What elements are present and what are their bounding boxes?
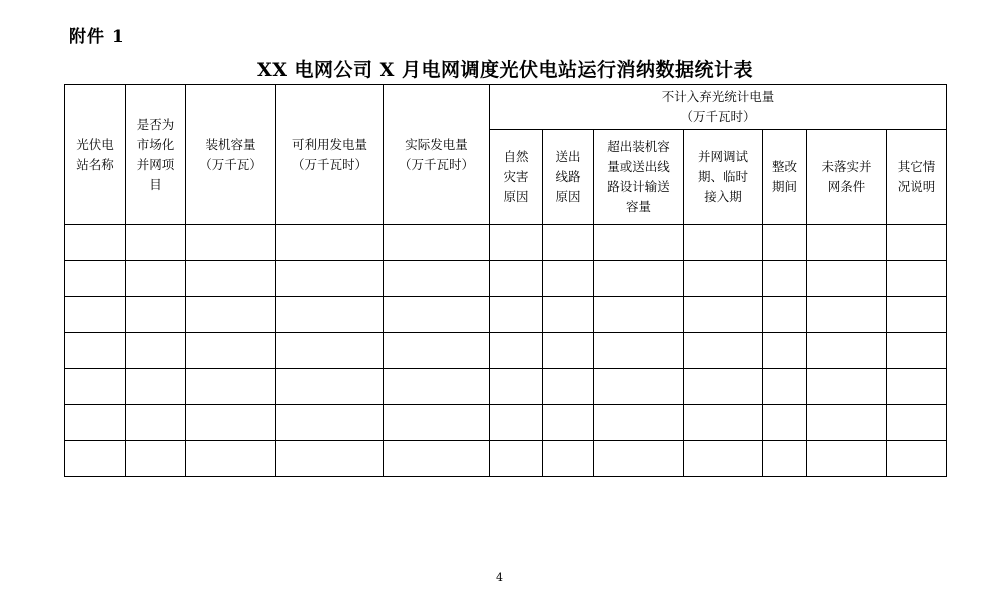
table-body [65, 225, 947, 477]
table-row [65, 333, 947, 369]
table-cell[interactable] [276, 405, 384, 441]
table-cell[interactable] [126, 297, 186, 333]
table-cell[interactable] [490, 297, 543, 333]
table-cell[interactable] [65, 405, 126, 441]
table-cell[interactable] [763, 369, 807, 405]
table-cell[interactable] [65, 441, 126, 477]
table-cell[interactable] [384, 441, 490, 477]
table-cell[interactable] [276, 369, 384, 405]
table-cell[interactable] [684, 441, 763, 477]
table-cell[interactable] [65, 297, 126, 333]
table-cell[interactable] [763, 297, 807, 333]
table-cell[interactable] [807, 225, 887, 261]
page-title: XX 电网公司 X 月电网调度光伏电站运行消纳数据统计表 [256, 59, 754, 81]
table-cell[interactable] [65, 261, 126, 297]
table-cell[interactable] [763, 225, 807, 261]
table-row [65, 297, 947, 333]
table-cell[interactable] [276, 297, 384, 333]
sub-header-grid-debugging: 并网调试 期、临时 接入期 [684, 130, 763, 225]
table-cell[interactable] [684, 261, 763, 297]
page-number: 4 [496, 571, 503, 584]
table-cell[interactable] [543, 297, 594, 333]
table-cell[interactable] [594, 261, 684, 297]
table-cell[interactable] [807, 333, 887, 369]
table-cell[interactable] [594, 225, 684, 261]
table-cell[interactable] [384, 369, 490, 405]
table-cell[interactable] [384, 333, 490, 369]
sub-header-exceed-capacity: 超出装机容 量或送出线 路设计输送 容量 [594, 130, 684, 225]
table-cell[interactable] [763, 261, 807, 297]
table-row [65, 261, 947, 297]
table-cell[interactable] [186, 261, 276, 297]
table-cell[interactable] [126, 225, 186, 261]
table-cell[interactable] [684, 297, 763, 333]
table-cell[interactable] [276, 333, 384, 369]
table-cell[interactable] [807, 297, 887, 333]
table-cell[interactable] [65, 225, 126, 261]
table-cell[interactable] [186, 333, 276, 369]
table-cell[interactable] [490, 225, 543, 261]
column-header-station-name: 光伏电 站名称 [65, 85, 126, 225]
table-cell[interactable] [490, 441, 543, 477]
sub-header-transmission-line: 送出 线路 原因 [543, 130, 594, 225]
table-cell[interactable] [490, 261, 543, 297]
table-cell[interactable] [807, 405, 887, 441]
table-cell[interactable] [887, 441, 947, 477]
table-cell[interactable] [763, 441, 807, 477]
sub-header-natural-disaster: 自然 灾害 原因 [490, 130, 543, 225]
table-cell[interactable] [186, 297, 276, 333]
table-cell[interactable] [543, 441, 594, 477]
table-cell[interactable] [887, 225, 947, 261]
table-cell[interactable] [384, 261, 490, 297]
table-cell[interactable] [490, 405, 543, 441]
table-cell[interactable] [763, 405, 807, 441]
table-cell[interactable] [887, 369, 947, 405]
group-header-excluded-curtailment: 不计入弃光统计电量 （万千瓦时） [490, 85, 947, 130]
header-row-main [65, 85, 947, 130]
table-cell[interactable] [807, 369, 887, 405]
table-cell[interactable] [887, 297, 947, 333]
table-cell[interactable] [65, 369, 126, 405]
table-cell[interactable] [594, 297, 684, 333]
column-header-installed-capacity: 装机容量 （万千瓦） [186, 85, 276, 225]
sub-header-rectification: 整改 期间 [763, 130, 807, 225]
table-cell[interactable] [384, 297, 490, 333]
table-cell[interactable] [887, 405, 947, 441]
table-cell[interactable] [276, 441, 384, 477]
table-cell[interactable] [684, 333, 763, 369]
table-cell[interactable] [490, 369, 543, 405]
table-cell[interactable] [276, 225, 384, 261]
statistics-table-container [64, 84, 947, 477]
table-cell[interactable] [65, 333, 126, 369]
table-cell[interactable] [384, 405, 490, 441]
table-cell[interactable] [887, 333, 947, 369]
table-cell[interactable] [126, 369, 186, 405]
table-cell[interactable] [384, 225, 490, 261]
table-row [65, 369, 947, 405]
table-cell[interactable] [490, 333, 543, 369]
column-header-available-generation: 可利用发电量 （万千瓦时） [276, 85, 384, 225]
table-cell[interactable] [594, 333, 684, 369]
column-header-market-project: 是否为 市场化 并网项 目 [126, 85, 186, 225]
table-row [65, 225, 947, 261]
table-cell[interactable] [543, 333, 594, 369]
statistics-table [64, 84, 947, 477]
sub-header-other-notes: 其它情 况说明 [887, 130, 947, 225]
table-cell[interactable] [186, 225, 276, 261]
table-row [65, 441, 947, 477]
table-cell[interactable] [186, 405, 276, 441]
column-header-actual-generation: 实际发电量 （万千瓦时） [384, 85, 490, 225]
table-cell[interactable] [807, 261, 887, 297]
table-cell[interactable] [684, 405, 763, 441]
table-cell[interactable] [763, 333, 807, 369]
table-cell[interactable] [126, 261, 186, 297]
sub-header-unmet-conditions: 未落实并 网条件 [807, 130, 887, 225]
table-cell[interactable] [543, 225, 594, 261]
table-cell[interactable] [186, 441, 276, 477]
table-cell[interactable] [684, 225, 763, 261]
table-cell[interactable] [543, 369, 594, 405]
table-cell[interactable] [887, 261, 947, 297]
table-cell[interactable] [126, 405, 186, 441]
table-cell[interactable] [543, 405, 594, 441]
table-cell[interactable] [594, 405, 684, 441]
table-cell[interactable] [126, 333, 186, 369]
table-cell[interactable] [126, 441, 186, 477]
table-cell[interactable] [594, 441, 684, 477]
table-cell[interactable] [594, 369, 684, 405]
attachment-label: 附件 1 [69, 27, 125, 47]
table-row [65, 405, 947, 441]
table-cell[interactable] [186, 369, 276, 405]
table-cell[interactable] [276, 261, 384, 297]
table-cell[interactable] [543, 261, 594, 297]
table-cell[interactable] [807, 441, 887, 477]
table-cell[interactable] [684, 369, 763, 405]
